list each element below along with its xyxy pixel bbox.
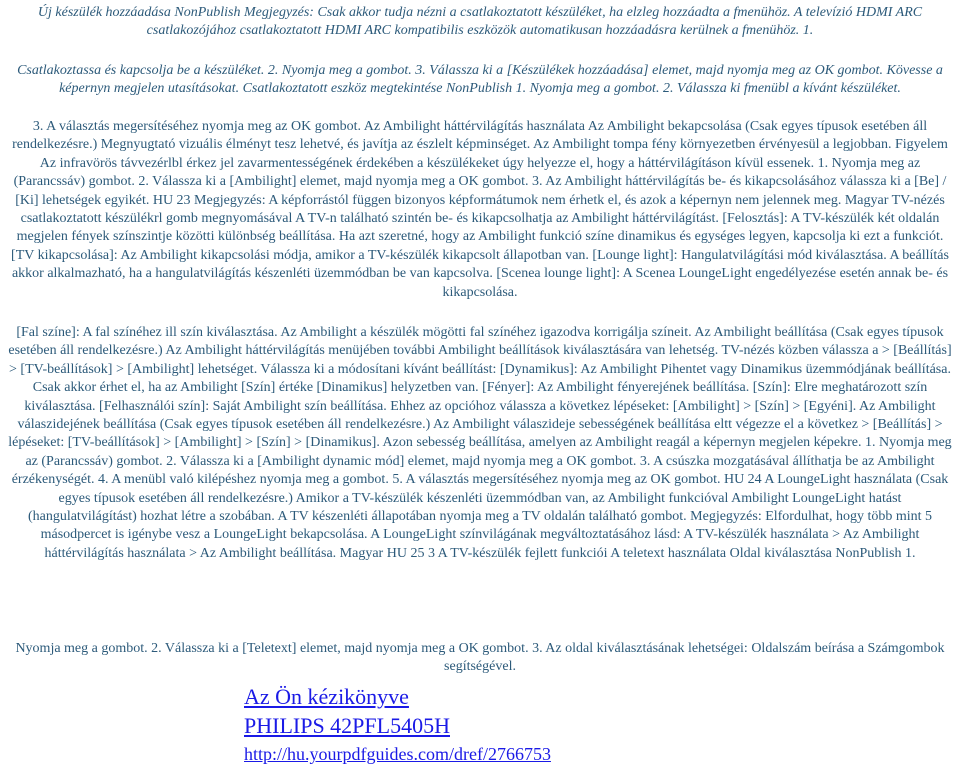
paragraph-connect-device: Csatlakoztassa és kapcsolja be a készüléket. 2. Nyomja meg a gombot. 3. Válassza ki a [Készülékek hozzáadása] elemet, majd nyomja meg az OK gombot. Kövesse a képernyn megjelen utasításokat. Csatlakoztatott eszköz megtekintése NonPublish 1. Nyomja meg a gombot. 2. Válassza ki fmenübl a kívánt készüléket. [17,63,943,97]
footer-links [244,682,744,766]
guide-url-link[interactable]: http://hu.yourpdfguides.com/dref/2766753 [244,744,551,764]
paragraph-teletext: Nyomja meg a gombot. 2. Válassza ki a [Teletext] elemet, majd nyomja meg a OK gombot. 3. Az oldal kiválasztásának lehetségei: Oldalszám beírása a Számgombok segítségével. [15,641,945,675]
paragraph-ambilight-settings: [Fal színe]: A fal színéhez ill szín kiválasztása. Az Ambilight a készülék mögötti fal színéhez igazodva korrigálja színeit. Az Ambilight beállítása (Csak egyes típusok esetében áll rendelkezésre.) Az Ambilight háttérvilágítás menüjében további Ambilight beállítások kiválasztására van lehetség. TV-nézés közben válassza a > [Beállítás] > [TV-beállítások] > [Ambilight] lehetséget. Válassza ki a módosítani kívánt beállítást: [Dynamikus]: Az Ambilight Pihentet vagy Dinamikus üzemmódjának beállítása. Csak akkor érhet el, ha az Ambilight [Szín] értéke [Dinamikus] helyzetben van. [Fényer]: Az Ambilight fényerejének beállítása. [Szín]: Elre meghatározott szín kiválasztása. [Felhasználói szín]: Saját Ambilight szín beállítása. Ehhez az opcióhoz válassza a következ lépéseket: [Ambilight] > [Szín] > [Egyéni]. Az Ambilight válaszidejének beállítása (Csak egyes típusok esetében áll rendelkezésre.) Az Ambilight válaszideje sebességének beállítása eltt végezze el a következ > [Beállítás] > lépéseket: [TV-beállítások] > [Ambilight] > [Szín] > [Dinamikus]. Azon sebesség beállítása, amelyen az Ambilight reagál a képernyn megjelen képekre. 1. Nyomja meg az (Parancssáv) gombot. 2. Válassza ki a [Ambilight dynamic mód] elemet, majd nyomja meg a OK gombot. 3. A csúszka mozgatásával állíthatja be az Ambilight érzékenységét. 4. A menübl való kilépéshez nyomja meg a gombot. 5. A választás megersítéséhez nyomja meg az OK gombot. HU 24 A LoungeLight használata (Csak egyes típusok esetében áll rendelkezésre.) Amikor a TV-készülék készenléti üzemmódban van, az Ambilight funkcióval Ambilight LoungeLight hatást (hangulatvilágítást) hozhat létre a szobában. A TV készenléti állapotában nyomja meg a TV oldalán található gombot. Megjegyzés: Elfordulhat, hogy több mint 5 másodpercet is igénybe vesz a LoungeLight bekapcsolása. A LoungeLight színvilágának megváltoztatásához lásd: A TV-készülék használata > Az Ambilight háttérvilágítás használata > Az Ambilight beállítása. Magyar HU 25 3 A TV-készülék fejlett funkciói A teletext használata Oldal kiválasztása NonPublish 1. [8,325,952,561]
paragraph-add-device: Új készülék hozzáadása NonPublish Megjegyzés: Csak akkor tudja nézni a csatlakoztatott készüléket, ha elzleg hozzáadta a fmenühöz. A televízió HDMI ARC csatlakozójához csatlakoztatott HDMI ARC kompatibilis eszközök automatikusan hozzáadásra kerülnek a fmenühöz. 1. [37,5,923,39]
paragraph-ambilight-usage: 3. A választás megersítéséhez nyomja meg az OK gombot. Az Ambilight háttérvilágítás használata Az Ambilight bekapcsolása (Csak egyes típusok esetében áll rendelkezésre.) Megnyugtató vizuális élményt tesz lehetvé, és javítja az észlelt képminséget. Az Ambilight tompa fény környezetben érvényesül a legjobban. Figyelem Az infravörös távvezérlbl érkez jel zavarmentességének érdekében a készülékeket úgy helyezze el, hogy a háttérvilágításon kívül essenek. 1. Nyomja meg az (Parancssáv) gombot. 2. Válassza ki a [Ambilight] elemet, majd nyomja meg a OK gombot. 3. Az Ambilight háttérvilágítás be- és kikapcsolásához válassza ki a [Be] / [Ki] lehetségek egyikét. HU 23 Megjegyzés: A képforrástól függen bizonyos képformátumok nem érhetk el, és azok a képernyn nem jelennek meg. Magyar TV-nézés csatlakoztatott készülékrl gomb megnyomásával A TV-n található szintén be- és kikapcsolhatja az Ambilight háttérvilágítást. [Felosztás]: A TV-készülék két oldalán megjelen fények színszintje közötti különbség beállítása. Ha azt szeretné, hogy az Ambilight funkció színe dinamikus és egységes legyen, kapcsolja ki ezt a funkciót. [TV kikapcsolása]: Az Ambilight kikapcsolási módja, amikor a TV-készülék kikapcsolt állapotban van. [Lounge light]: Hangulatvilágítási mód kiválasztása. A beállítás akkor alkalmazható, ha a hangulatvilágítás készenléti üzemmódban be van kapcsolva. [Scenea lounge light]: A Scenea LoungeLight engedélyezése esetén annak be- és kikapcsolása. [11,119,949,300]
product-link[interactable]: PHILIPS 42PFL5405H [244,713,450,738]
manual-link[interactable]: Az Ön kézikönyve [244,684,409,709]
